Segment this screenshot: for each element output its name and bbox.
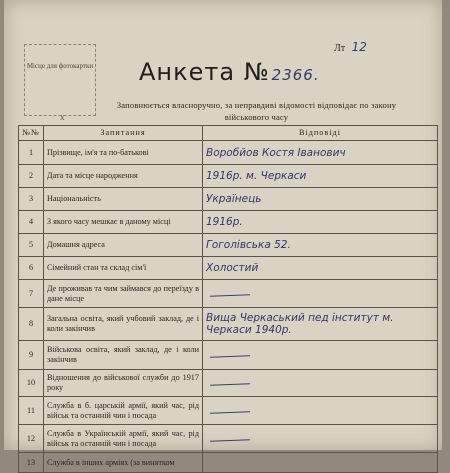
row-answer <box>203 397 438 425</box>
form-title <box>139 58 320 86</box>
row-question: Служба в інших арміях (за винятком <box>44 453 203 473</box>
empty-answer-dash <box>210 439 250 441</box>
table-row <box>19 280 438 308</box>
col-header-answer: Відповіді <box>203 126 438 141</box>
table-row <box>19 188 438 211</box>
row-question: Служба в Українській армії, який час, рід військ та останній чин і посада <box>44 425 203 453</box>
row-answer <box>203 453 438 473</box>
row-question: З якого часу мешкає в даному місці <box>44 211 203 234</box>
handwritten-answer: Гоголівська 52. <box>206 239 291 251</box>
row-answer <box>203 211 438 234</box>
row-number: 8 <box>19 308 44 341</box>
form-title-text: Анкета № <box>139 58 270 86</box>
handwritten-answer: Українець <box>206 193 262 205</box>
row-answer <box>203 257 438 280</box>
row-answer <box>203 188 438 211</box>
table-row <box>19 257 438 280</box>
row-number: 12 <box>19 425 44 453</box>
photo-placeholder <box>24 44 96 116</box>
table-row <box>19 165 438 188</box>
table-row <box>19 234 438 257</box>
row-question: Дата та місце народження <box>44 165 203 188</box>
table-row <box>19 425 438 453</box>
handwritten-answer: 1916р. м. Черкаси <box>206 170 307 182</box>
row-number: 2 <box>19 165 44 188</box>
questionnaire-page <box>4 0 442 467</box>
handwritten-answer: Вища Черкаський пед інститут м. Черкаси 1940р. <box>206 312 394 336</box>
sheet-number <box>334 40 367 54</box>
row-number: 13 <box>19 453 44 473</box>
row-number: 7 <box>19 280 44 308</box>
row-answer <box>203 280 438 308</box>
row-answer <box>203 141 438 165</box>
row-question: Домашня адреса <box>44 234 203 257</box>
row-answer <box>203 165 438 188</box>
empty-answer-dash <box>210 411 250 413</box>
form-instructions: Заповнюється власноручно, за неправдиві відомості відповідає по закону військового часу <box>116 100 397 122</box>
row-question: Загальна освіта, який учбовий заклад, де і коли закінчив <box>44 308 203 341</box>
table-row <box>19 370 438 397</box>
empty-answer-dash <box>210 294 250 296</box>
table-row <box>19 453 438 473</box>
handwritten-answer: 1916р. <box>206 216 243 228</box>
row-question: Національність <box>44 188 203 211</box>
row-number: 3 <box>19 188 44 211</box>
table-header-row <box>19 126 438 141</box>
row-number: 4 <box>19 211 44 234</box>
row-question: Відношення до військової служби до 1917 року <box>44 370 203 397</box>
sheet-number-value: 12 <box>351 40 367 54</box>
row-question: Військова освіта, який заклад, де і коли закінчив <box>44 341 203 370</box>
photo-mark: х <box>60 112 65 122</box>
table-row <box>19 211 438 234</box>
row-number: 11 <box>19 397 44 425</box>
table-row <box>19 141 438 165</box>
handwritten-answer: Воробйов Костя Іванович <box>206 146 346 159</box>
row-number: 6 <box>19 257 44 280</box>
sheet-label: Лт <box>334 43 346 54</box>
empty-answer-dash <box>210 383 250 385</box>
handwritten-answer: Холостий <box>206 262 259 274</box>
row-answer <box>203 370 438 397</box>
empty-answer-dash <box>210 355 250 357</box>
row-answer <box>203 341 438 370</box>
table-row <box>19 308 438 341</box>
row-answer <box>203 425 438 453</box>
row-question: Прізвище, ім'я та по-батькові <box>44 141 203 165</box>
table-row <box>19 397 438 425</box>
row-answer <box>203 308 438 341</box>
photo-label: Місце для фотокартки <box>26 62 94 70</box>
form-number: 2366. <box>271 66 320 84</box>
row-answer <box>203 234 438 257</box>
row-number: 10 <box>19 370 44 397</box>
row-number: 5 <box>19 234 44 257</box>
col-header-number: №№ <box>19 126 44 141</box>
row-question: Де проживав та чим займався до переїзду в дане місце <box>44 280 203 308</box>
row-number: 9 <box>19 341 44 370</box>
table-row <box>19 341 438 370</box>
row-question: Служба в б. царській армії, який час, рід військ та останній чин і посада <box>44 397 203 425</box>
questionnaire-table <box>18 125 438 473</box>
col-header-question: Запитання <box>44 126 203 141</box>
row-number: 1 <box>19 141 44 165</box>
row-question: Сімейний стан та склад сім'ї <box>44 257 203 280</box>
